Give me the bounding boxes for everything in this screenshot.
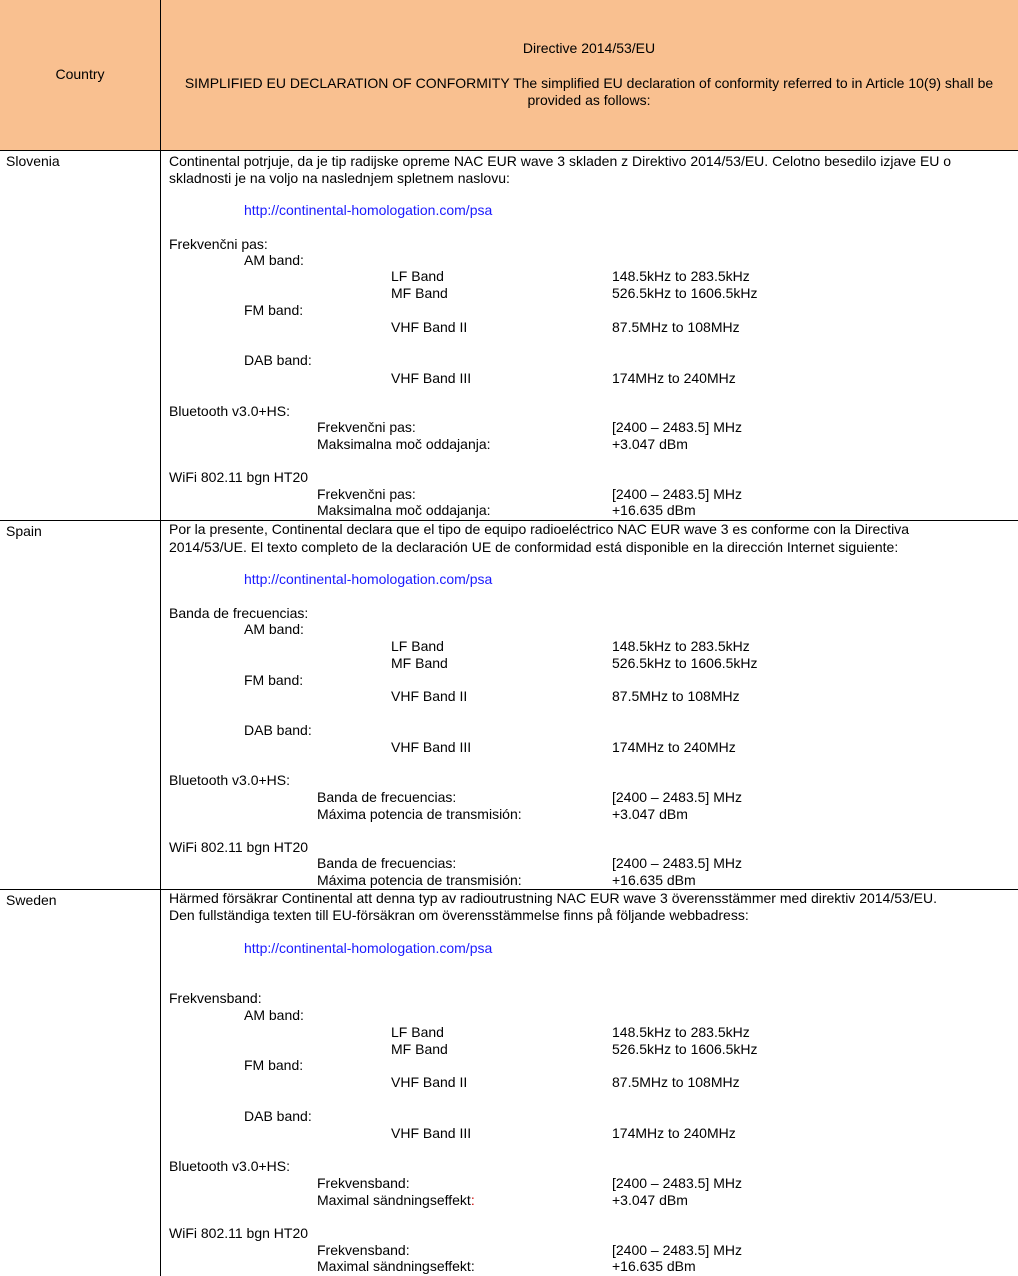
mf-band-label: MF Band <box>391 285 448 301</box>
directive-title: Directive 2014/53/EU <box>522 40 656 56</box>
bt-power-label: Máxima potencia de transmisión: <box>317 806 522 822</box>
country-name: Sweden <box>6 892 57 908</box>
homologation-link[interactable]: http://continental-homologation.com/psa <box>244 571 493 587</box>
lf-band-label: LF Band <box>391 268 444 284</box>
wifi-frequency-label: Banda de frecuencias: <box>317 855 457 871</box>
bt-power-label-wrap <box>317 1192 475 1209</box>
mf-band-range: 526.5kHz to 1606.5kHz <box>612 1041 758 1057</box>
column-divider <box>160 521 161 889</box>
fm-band-label: FM band: <box>244 302 304 318</box>
bt-frequency-label: Frekvensband: <box>317 1175 410 1191</box>
vhf2-band-range: 87.5MHz to 108MHz <box>612 1074 740 1090</box>
bt-power-value: +3.047 dBm <box>612 1192 688 1208</box>
mf-band-range: 526.5kHz to 1606.5kHz <box>612 285 758 301</box>
wifi-heading: WiFi 802.11 bgn HT20 <box>169 469 309 485</box>
vhf3-band-range: 174MHz to 240MHz <box>612 1125 736 1141</box>
vhf3-band-label: VHF Band III <box>391 1125 472 1141</box>
wifi-power-value: +16.635 dBm <box>612 1258 696 1274</box>
wifi-power-label: Maximal sändningseffekt: <box>317 1258 475 1274</box>
table-header <box>0 0 1018 151</box>
bluetooth-heading: Bluetooth v3.0+HS: <box>169 403 291 419</box>
wifi-frequency-value: [2400 – 2483.5] MHz <box>612 486 742 502</box>
row-spain <box>0 521 1018 889</box>
mf-band-label: MF Band <box>391 1041 448 1057</box>
frequency-heading: Banda de frecuencias: <box>169 605 309 621</box>
am-band-label: AM band: <box>244 621 304 637</box>
wifi-frequency-label: Frekvenčni pas: <box>317 486 416 502</box>
bluetooth-heading: Bluetooth v3.0+HS: <box>169 1158 291 1174</box>
dab-band-label: DAB band: <box>244 352 312 368</box>
homologation-link[interactable]: http://continental-homologation.com/psa <box>244 940 493 956</box>
header-divider <box>160 0 161 150</box>
wifi-power-value: +16.635 dBm <box>612 872 696 888</box>
fm-band-label: FM band: <box>244 672 304 688</box>
wifi-power-label: Maksimalna moč oddajanja: <box>317 502 491 518</box>
bt-power-label: Maximal sändningseffekt <box>317 1192 471 1208</box>
vhf2-band-label: VHF Band II <box>391 1074 468 1090</box>
am-band-label: AM band: <box>244 1007 304 1023</box>
bluetooth-heading: Bluetooth v3.0+HS: <box>169 772 291 788</box>
wifi-power-label: Máxima potencia de transmisión: <box>317 872 522 888</box>
bt-frequency-label: Frekvenčni pas: <box>317 419 416 435</box>
lf-band-range: 148.5kHz to 283.5kHz <box>612 1024 750 1040</box>
vhf3-band-label: VHF Band III <box>391 739 472 755</box>
vhf3-band-range: 174MHz to 240MHz <box>612 739 736 755</box>
mf-band-range: 526.5kHz to 1606.5kHz <box>612 655 758 671</box>
country-name: Slovenia <box>6 153 60 169</box>
vhf2-band-label: VHF Band II <box>391 319 468 335</box>
declaration-intro-line2: 2014/53/UE. El texto completo de la declaración UE de conformidad está disponible en la dirección Internet siguiente: <box>169 539 899 555</box>
wifi-power-value: +16.635 dBm <box>612 502 696 518</box>
bt-frequency-label: Banda de frecuencias: <box>317 789 457 805</box>
frequency-heading: Frekvenčni pas: <box>169 236 268 252</box>
frequency-heading: Frekvensband: <box>169 990 262 1006</box>
wifi-heading: WiFi 802.11 bgn HT20 <box>169 1225 309 1241</box>
bt-frequency-value: [2400 – 2483.5] MHz <box>612 419 742 435</box>
lf-band-range: 148.5kHz to 283.5kHz <box>612 268 750 284</box>
dab-band-label: DAB band: <box>244 722 312 738</box>
wifi-frequency-value: [2400 – 2483.5] MHz <box>612 1242 742 1258</box>
vhf3-band-label: VHF Band III <box>391 370 472 386</box>
am-band-label: AM band: <box>244 252 304 268</box>
vhf3-band-range: 174MHz to 240MHz <box>612 370 736 386</box>
bt-frequency-value: [2400 – 2483.5] MHz <box>612 789 742 805</box>
vhf2-band-range: 87.5MHz to 108MHz <box>612 319 740 335</box>
dab-band-label: DAB band: <box>244 1108 312 1124</box>
column-divider <box>160 890 161 1276</box>
bt-frequency-value: [2400 – 2483.5] MHz <box>612 1175 742 1191</box>
lf-band-label: LF Band <box>391 638 444 654</box>
vhf2-band-label: VHF Band II <box>391 688 468 704</box>
bt-power-colon: : <box>470 1192 475 1208</box>
bt-power-value: +3.047 dBm <box>612 806 688 822</box>
mf-band-label: MF Band <box>391 655 448 671</box>
declaration-description: SIMPLIFIED EU DECLARATION OF CONFORMITY The simplified EU declaration of conformity referred to in Article 10(9) shall be provided as follows: <box>184 75 994 108</box>
lf-band-label: LF Band <box>391 1024 444 1040</box>
wifi-frequency-value: [2400 – 2483.5] MHz <box>612 855 742 871</box>
bt-power-value: +3.047 dBm <box>612 436 688 452</box>
vhf2-band-range: 87.5MHz to 108MHz <box>612 688 740 704</box>
fm-band-label: FM band: <box>244 1057 304 1073</box>
declaration-intro-line1: Por la presente, Continental declara que el tipo de equipo radioeléctrico NAC EUR wave 3 es conforme con la Directiva <box>169 521 910 537</box>
column-divider <box>160 151 161 520</box>
row-slovenia <box>0 151 1018 520</box>
bt-power-label: Maksimalna moč oddajanja: <box>317 436 491 452</box>
declaration-intro-line2: Den fullständiga texten till EU-försäkran om överensstämmelse finns på följande webbadress: <box>169 907 749 923</box>
wifi-heading: WiFi 802.11 bgn HT20 <box>169 839 309 855</box>
row-sweden <box>0 890 1018 1276</box>
country-name: Spain <box>6 523 42 539</box>
wifi-frequency-label: Frekvensband: <box>317 1242 410 1258</box>
country-column-header: Country <box>55 66 105 82</box>
homologation-link[interactable]: http://continental-homologation.com/psa <box>244 202 493 218</box>
declaration-intro-line1: Härmed försäkrar Continental att denna typ av radioutrustning NAC EUR wave 3 överensstämmer med direktiv 2014/53/EU. <box>169 890 938 906</box>
declaration-intro: Continental potrjuje, da je tip radijske opreme NAC EUR wave 3 skladen z Direktivo 2014/53/EU. Celotno besedilo izjave EU o skladnosti je na voljo na naslednjem spletnem naslovu: <box>169 153 952 186</box>
lf-band-range: 148.5kHz to 283.5kHz <box>612 638 750 654</box>
